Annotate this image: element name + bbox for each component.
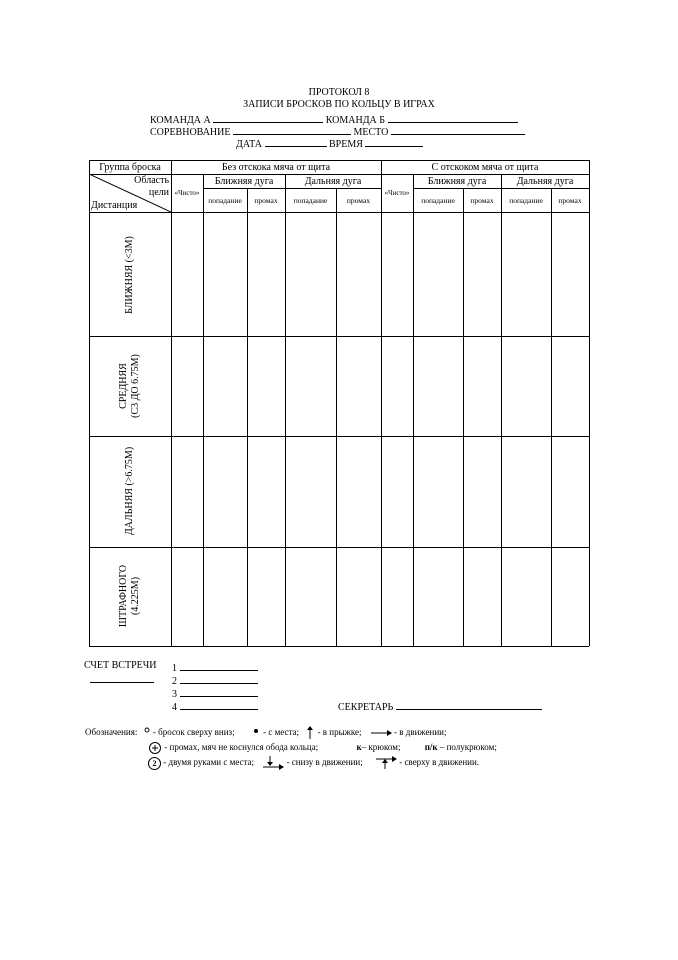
period-line[interactable] <box>180 660 258 671</box>
period-row[interactable] <box>172 686 258 700</box>
row-label-far <box>118 431 142 551</box>
legend-line-3 <box>148 756 479 770</box>
dot-icon <box>251 727 261 739</box>
group-with-rebound: С отскоком мяча от щита <box>431 161 539 173</box>
period-line[interactable] <box>180 673 258 684</box>
legend-hook: – крюком; <box>361 742 401 753</box>
hit-label: попадание <box>293 195 328 205</box>
period-number: 2 <box>172 676 177 687</box>
legend-half-hook-key: п/к <box>424 742 438 753</box>
table-border-bottom <box>89 646 589 647</box>
col-line <box>381 160 382 646</box>
miss-label: промах <box>346 195 371 205</box>
row-line <box>89 336 589 337</box>
row-line <box>89 212 589 213</box>
circle-plus-icon <box>148 741 162 755</box>
legend-line-2 <box>148 741 497 755</box>
miss-label: промах <box>470 195 494 205</box>
legend-line-1 <box>85 726 446 740</box>
legend-two-hands: - двумя руками с места; <box>163 757 255 768</box>
competition-line[interactable] <box>233 124 351 135</box>
circle-small-icon <box>143 727 151 739</box>
period-row[interactable] <box>172 699 258 713</box>
score-label: СЧЕТ ВСТРЕЧИ <box>84 660 157 671</box>
row-label-line: СРЕДНЯЯ <box>118 363 129 409</box>
group-no-rebound: Без отскока мяча от щита <box>221 161 331 173</box>
row-label-line: (С3 ДО 6.75М) <box>130 354 141 418</box>
col-line <box>336 188 337 646</box>
near-arc-label: Ближняя дуга <box>214 175 274 187</box>
arrow-up-icon <box>305 726 315 740</box>
competition-label: СОРЕВНОВАНИЕ <box>150 127 231 138</box>
row-label-line: (4.225М) <box>130 576 141 616</box>
arrow-down-moving-icon <box>262 756 284 770</box>
col-line <box>551 188 552 646</box>
period-row[interactable] <box>172 660 258 674</box>
period-number: 3 <box>172 689 177 700</box>
miss-label: промах <box>558 195 582 205</box>
near-arc-label: Ближняя дуга <box>427 175 487 187</box>
period-number: 4 <box>172 702 177 713</box>
team-a-label: КОМАНДА А <box>150 115 211 126</box>
col-line <box>285 174 286 646</box>
place-line[interactable] <box>391 124 525 135</box>
time-label: ВРЕМЯ <box>329 139 363 150</box>
target-label: цели <box>148 187 169 198</box>
col-line <box>247 188 248 646</box>
legend-overhead: - бросок сверху вниз; <box>152 727 235 738</box>
row-label-line: ШТРАФНОГО <box>118 564 129 628</box>
far-arc-label: Дальняя дуга <box>304 175 362 187</box>
col-line <box>413 174 414 646</box>
legend-title: Обозначения: <box>85 727 138 738</box>
group-label: Группа броска <box>99 161 161 173</box>
miss-label: промах <box>254 195 278 205</box>
col-line <box>203 174 204 646</box>
table-border-right <box>589 160 590 646</box>
two-hands-icon <box>148 757 161 770</box>
hit-label: попадание <box>509 195 543 205</box>
score-line[interactable] <box>90 672 154 683</box>
table-border-left <box>89 160 90 646</box>
period-row[interactable] <box>172 673 258 687</box>
legend-half-hook: – полукрюком; <box>439 742 497 753</box>
clean-label: «Чисто» <box>174 189 200 197</box>
legend-miss-no-rim: - промах, мяч не коснулся обода кольца; <box>164 742 319 753</box>
legend-standing: - с места; <box>263 727 300 738</box>
arrow-up-moving-icon <box>375 756 397 770</box>
row-label-free-throw <box>118 546 142 646</box>
row-label-middle <box>118 324 142 448</box>
secretary-label: СЕКРЕТАРЬ <box>338 702 394 713</box>
secretary-field[interactable] <box>338 699 542 713</box>
arrow-right-icon <box>370 728 392 738</box>
secretary-line[interactable] <box>396 699 542 710</box>
time-line[interactable] <box>365 136 423 147</box>
col-line <box>501 174 502 646</box>
legend-moving: - в движении; <box>394 727 447 738</box>
legend-hook-key: к <box>356 742 362 753</box>
period-number: 1 <box>172 663 177 674</box>
row-line <box>89 436 589 437</box>
far-arc-label: Дальняя дуга <box>516 175 574 187</box>
place-label: МЕСТО <box>353 127 389 138</box>
date-label: ДАТА <box>236 139 262 150</box>
distance-label: Дистанция <box>91 200 138 211</box>
date-line[interactable] <box>265 136 327 147</box>
date-field[interactable] <box>236 136 423 150</box>
row-line <box>89 547 589 548</box>
protocol-subtitle: ЗАПИСИ БРОСКОВ ПО КОЛЬЦУ В ИГРАХ <box>243 99 435 110</box>
two-hands-symbol: 2 <box>152 758 157 768</box>
team-a-line[interactable] <box>213 112 323 123</box>
legend-above-moving: - сверху в движении. <box>399 757 480 768</box>
protocol-title: ПРОТОКОЛ 8 <box>308 87 370 98</box>
hit-label: попадание <box>208 195 242 205</box>
row-label-line: ДАЛЬНЯЯ (>6.75М) <box>124 446 135 536</box>
hit-label: попадание <box>421 195 455 205</box>
legend-below-moving: - снизу в движении; <box>286 757 363 768</box>
legend-jump: - в прыжке; <box>317 727 362 738</box>
col-line <box>463 188 464 646</box>
team-b-line[interactable] <box>388 112 518 123</box>
period-line[interactable] <box>180 686 258 697</box>
area-label: Область <box>134 175 169 186</box>
col-line <box>171 160 172 646</box>
clean-label: «Чисто» <box>384 189 410 197</box>
team-b-label: КОМАНДА Б <box>325 115 386 126</box>
row-label-line: БЛИЖНЯЯ (<3М) <box>124 236 135 314</box>
period-line[interactable] <box>180 699 258 710</box>
